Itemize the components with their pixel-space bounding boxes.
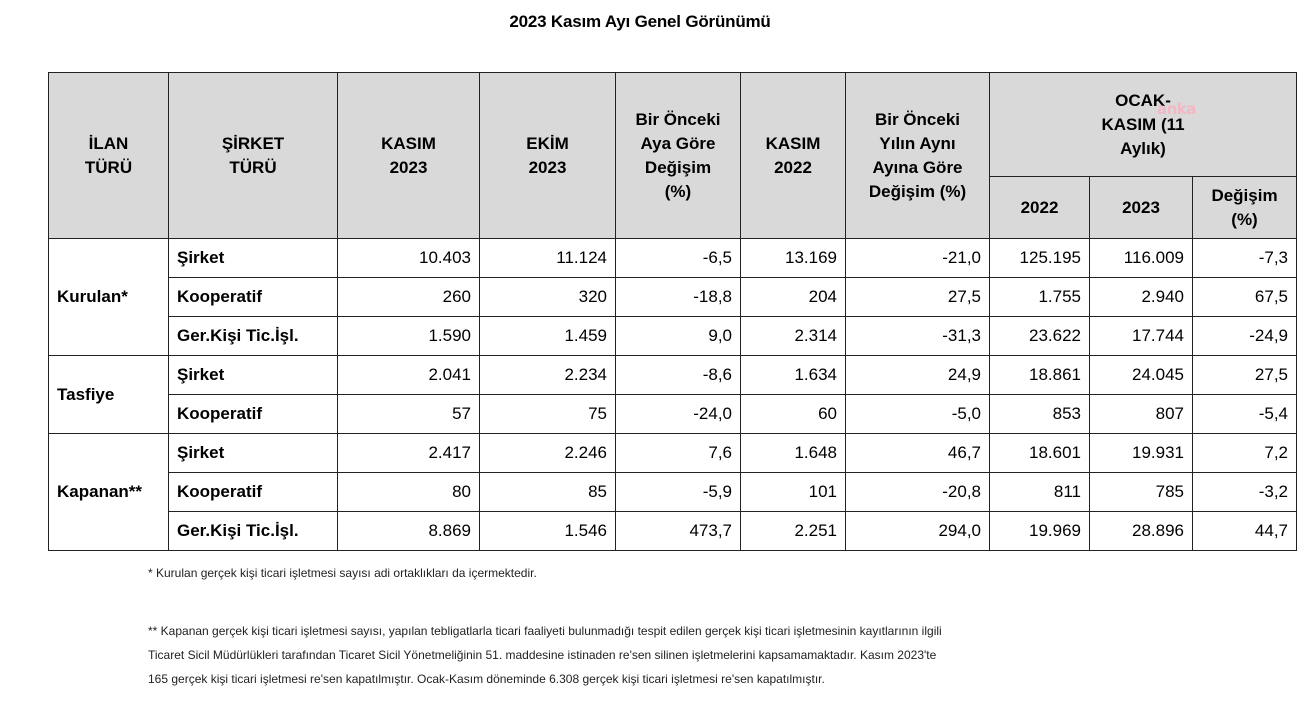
value-cell: 60 (741, 395, 846, 434)
type-cell: Kooperatif (169, 473, 338, 512)
value-cell: 57 (338, 395, 480, 434)
value-cell: 1.648 (741, 434, 846, 473)
value-cell: 2.041 (338, 356, 480, 395)
value-cell: 75 (480, 395, 616, 434)
value-cell: 125.195 (990, 239, 1090, 278)
type-cell: Ger.Kişi Tic.İşl. (169, 512, 338, 551)
type-cell: Şirket (169, 356, 338, 395)
value-cell: 44,7 (1193, 512, 1297, 551)
value-cell: 204 (741, 278, 846, 317)
value-cell: -21,0 (846, 239, 990, 278)
type-cell: Ger.Kişi Tic.İşl. (169, 317, 338, 356)
value-cell: 19.969 (990, 512, 1090, 551)
value-cell: 2.251 (741, 512, 846, 551)
header-ekim-2023: EKİM 2023 (480, 73, 616, 239)
value-cell: 18.861 (990, 356, 1090, 395)
table-row (49, 239, 1297, 278)
value-cell: -7,3 (1193, 239, 1297, 278)
type-cell: Şirket (169, 239, 338, 278)
value-cell: -3,2 (1193, 473, 1297, 512)
value-cell: 807 (1090, 395, 1193, 434)
value-cell: 853 (990, 395, 1090, 434)
value-cell: 10.403 (338, 239, 480, 278)
value-cell: 9,0 (616, 317, 741, 356)
value-cell: 8.869 (338, 512, 480, 551)
header-2023: 2023 (1090, 177, 1193, 239)
table-row (49, 278, 1297, 317)
value-cell: 1.459 (480, 317, 616, 356)
header-onceki-yil: Bir Önceki Yılın Aynı Ayına Göre Değişim (%) (846, 73, 990, 239)
value-cell: 2.246 (480, 434, 616, 473)
value-cell: -6,5 (616, 239, 741, 278)
value-cell: -18,8 (616, 278, 741, 317)
header-kasim-2022: KASIM 2022 (741, 73, 846, 239)
value-cell: 85 (480, 473, 616, 512)
category-cell: Kurulan* (49, 239, 169, 356)
value-cell: 24.045 (1090, 356, 1193, 395)
value-cell: 11.124 (480, 239, 616, 278)
value-cell: 28.896 (1090, 512, 1193, 551)
value-cell: 1.546 (480, 512, 616, 551)
value-cell: 19.931 (1090, 434, 1193, 473)
value-cell: 7,6 (616, 434, 741, 473)
value-cell: 320 (480, 278, 616, 317)
footnote-2-line: Ticaret Sicil Müdürlükleri tarafından Ticaret Sicil Yönetmeliğinin 51. maddesine istinaden re'sen silinen işletmelerini kapsamamaktadır. Kasım 2023'te (148, 648, 937, 662)
value-cell: -24,0 (616, 395, 741, 434)
footnote-1: * Kurulan gerçek kişi ticari işletmesi sayısı adi ortaklıkları da içermektedir. (148, 566, 537, 580)
value-cell: 80 (338, 473, 480, 512)
value-cell: 46,7 (846, 434, 990, 473)
value-cell: 2.234 (480, 356, 616, 395)
value-cell: 18.601 (990, 434, 1090, 473)
value-cell: 27,5 (846, 278, 990, 317)
table-row (49, 434, 1297, 473)
value-cell: -20,8 (846, 473, 990, 512)
type-cell: Kooperatif (169, 278, 338, 317)
table-row (49, 395, 1297, 434)
value-cell: -8,6 (616, 356, 741, 395)
value-cell: 1.755 (990, 278, 1090, 317)
header-sirket-turu: ŞİRKET TÜRÜ (169, 73, 338, 239)
value-cell: 17.744 (1090, 317, 1193, 356)
value-cell: 7,2 (1193, 434, 1297, 473)
table-row (49, 512, 1297, 551)
value-cell: 2.417 (338, 434, 480, 473)
value-cell: 2.314 (741, 317, 846, 356)
header-kasim-2023: KASIM 2023 (338, 73, 480, 239)
header-2022: 2022 (990, 177, 1090, 239)
value-cell: 24,9 (846, 356, 990, 395)
header-ocak-kasim: OCAK- KASIM (11 Aylık) (990, 73, 1297, 177)
value-cell: 23.622 (990, 317, 1090, 356)
value-cell: 101 (741, 473, 846, 512)
value-cell: 260 (338, 278, 480, 317)
value-cell: 294,0 (846, 512, 990, 551)
table-row (49, 317, 1297, 356)
header-onceki-ay: Bir Önceki Aya Göre Değişim (%) (616, 73, 741, 239)
category-cell: Kapanan** (49, 434, 169, 551)
type-cell: Kooperatif (169, 395, 338, 434)
value-cell: 116.009 (1090, 239, 1193, 278)
value-cell: -5,4 (1193, 395, 1297, 434)
value-cell: -24,9 (1193, 317, 1297, 356)
page-title: 2023 Kasım Ayı Genel Görünümü (509, 12, 771, 31)
value-cell: 1.634 (741, 356, 846, 395)
anka-logo: anka (1157, 100, 1196, 118)
footnote-2-line: 165 gerçek kişi ticari işletmesi re'sen kapatılmıştır. Ocak-Kasım döneminde 6.308 gerçek kişi ticari işletmesi re'sen kapatılmıştır. (148, 672, 825, 686)
value-cell: 2.940 (1090, 278, 1193, 317)
statistics-table (48, 72, 1297, 551)
value-cell: 473,7 (616, 512, 741, 551)
footnote-2-line: ** Kapanan gerçek kişi ticari işletmesi sayısı, yapılan tebligatlarla ticari faaliyeti bulunmadığı tespit edilen gerçek kişi ticari işletmesinin kayıtlarının ilgili (148, 624, 942, 638)
table-row (49, 473, 1297, 512)
value-cell: 811 (990, 473, 1090, 512)
footnote-2 (148, 619, 1148, 691)
value-cell: -5,9 (616, 473, 741, 512)
type-cell: Şirket (169, 434, 338, 473)
value-cell: 1.590 (338, 317, 480, 356)
value-cell: -5,0 (846, 395, 990, 434)
value-cell: 67,5 (1193, 278, 1297, 317)
table-row (49, 356, 1297, 395)
category-cell: Tasfiye (49, 356, 169, 434)
value-cell: 785 (1090, 473, 1193, 512)
value-cell: 27,5 (1193, 356, 1297, 395)
value-cell: -31,3 (846, 317, 990, 356)
value-cell: 13.169 (741, 239, 846, 278)
header-degisim: Değişim (%) (1193, 177, 1297, 239)
header-ilan-turu: İLAN TÜRÜ (49, 73, 169, 239)
